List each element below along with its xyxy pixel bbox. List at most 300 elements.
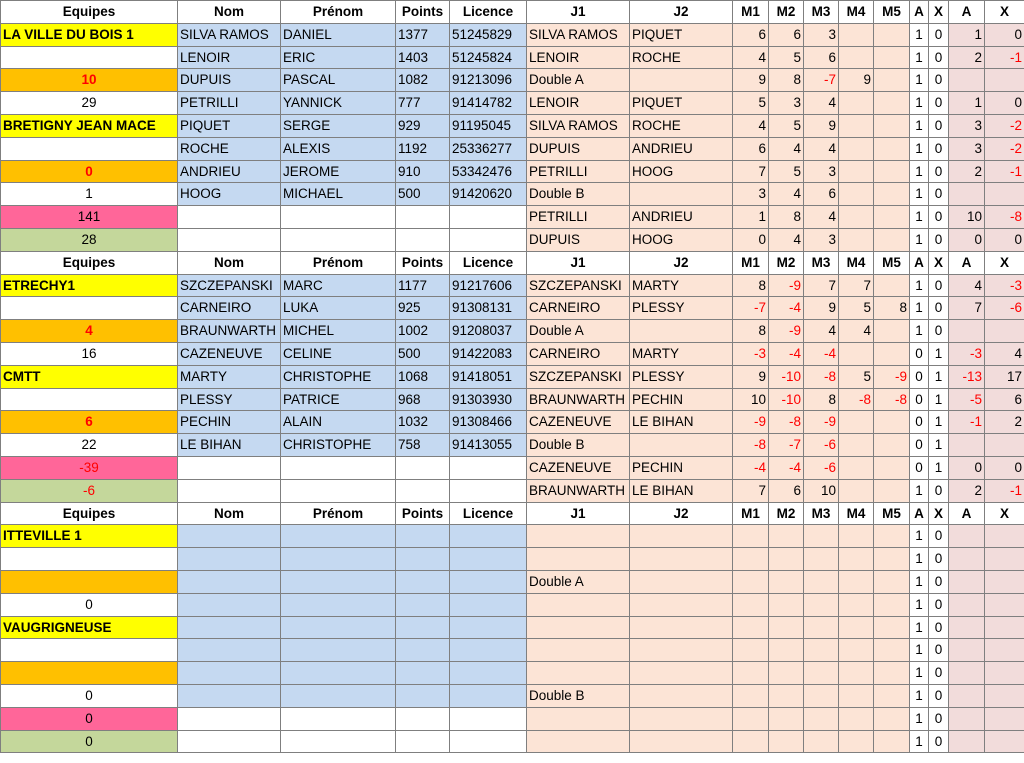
player-points[interactable]: 929 — [396, 114, 450, 137]
set-m1[interactable] — [733, 662, 769, 685]
player-license[interactable]: 91208037 — [450, 320, 527, 343]
set-m1[interactable]: -4 — [733, 456, 769, 479]
player-first-name[interactable] — [281, 684, 396, 707]
set-m3[interactable]: -6 — [804, 456, 839, 479]
score-a[interactable]: 1 — [910, 114, 929, 137]
match-j2[interactable]: PECHIN — [630, 456, 733, 479]
player-points[interactable] — [396, 662, 450, 685]
player-last-name[interactable]: DUPUIS — [178, 69, 281, 92]
player-last-name[interactable]: PECHIN — [178, 411, 281, 434]
total-a[interactable] — [949, 707, 985, 730]
column-header[interactable]: Equipes — [1, 1, 178, 24]
total-x[interactable]: -8 — [985, 206, 1024, 229]
set-m2[interactable]: -10 — [769, 388, 804, 411]
player-points[interactable]: 925 — [396, 297, 450, 320]
set-m4[interactable] — [839, 137, 874, 160]
set-m5[interactable] — [874, 684, 910, 707]
set-m4[interactable] — [839, 548, 874, 571]
set-m5[interactable] — [874, 616, 910, 639]
set-m1[interactable]: 9 — [733, 365, 769, 388]
player-license[interactable]: 25336277 — [450, 137, 527, 160]
column-header[interactable]: Points — [396, 502, 450, 525]
set-m3[interactable]: -4 — [804, 342, 839, 365]
empty-cell[interactable] — [450, 228, 527, 251]
total-x[interactable] — [985, 593, 1024, 616]
match-j1[interactable]: SZCZEPANSKI — [527, 365, 630, 388]
column-header[interactable]: J2 — [630, 502, 733, 525]
set-m3[interactable] — [804, 730, 839, 753]
total-x[interactable]: -1 — [985, 160, 1024, 183]
match-j2[interactable]: PIQUET — [630, 23, 733, 46]
total-a[interactable]: -13 — [949, 365, 985, 388]
total-a[interactable]: 2 — [949, 479, 985, 502]
score-a[interactable]: 0 — [910, 434, 929, 457]
column-header[interactable]: M2 — [769, 1, 804, 24]
set-m3[interactable]: 4 — [804, 320, 839, 343]
column-header[interactable]: A — [949, 251, 985, 274]
set-m5[interactable] — [874, 548, 910, 571]
total-a[interactable]: -3 — [949, 342, 985, 365]
player-license[interactable] — [450, 548, 527, 571]
player-license[interactable]: 91308131 — [450, 297, 527, 320]
total-a[interactable]: 0 — [949, 456, 985, 479]
column-header[interactable]: Points — [396, 251, 450, 274]
column-header[interactable]: M2 — [769, 251, 804, 274]
set-m5[interactable] — [874, 274, 910, 297]
match-j2[interactable]: MARTY — [630, 342, 733, 365]
match-j1[interactable] — [527, 730, 630, 753]
total-x[interactable]: 0 — [985, 456, 1024, 479]
set-m5[interactable] — [874, 411, 910, 434]
set-m5[interactable] — [874, 570, 910, 593]
set-m2[interactable]: -4 — [769, 342, 804, 365]
set-m4[interactable] — [839, 684, 874, 707]
set-m2[interactable] — [769, 593, 804, 616]
set-m4[interactable] — [839, 479, 874, 502]
total-a[interactable] — [949, 593, 985, 616]
total-x[interactable]: 0 — [985, 228, 1024, 251]
player-last-name[interactable] — [178, 570, 281, 593]
score-x[interactable]: 1 — [929, 365, 949, 388]
match-j2[interactable]: MARTY — [630, 274, 733, 297]
player-last-name[interactable]: LE BIHAN — [178, 434, 281, 457]
player-points[interactable]: 1177 — [396, 274, 450, 297]
set-m1[interactable]: 7 — [733, 160, 769, 183]
score-x[interactable]: 0 — [929, 69, 949, 92]
set-m5[interactable] — [874, 23, 910, 46]
team-cell[interactable]: -6 — [1, 479, 178, 502]
player-last-name[interactable]: PETRILLI — [178, 92, 281, 115]
set-m1[interactable]: 4 — [733, 114, 769, 137]
column-header[interactable]: Nom — [178, 1, 281, 24]
empty-cell[interactable] — [396, 730, 450, 753]
match-j1[interactable]: Double A — [527, 570, 630, 593]
match-j2[interactable]: HOOG — [630, 228, 733, 251]
team-cell[interactable]: 16 — [1, 342, 178, 365]
team-cell[interactable] — [1, 137, 178, 160]
score-a[interactable]: 1 — [910, 69, 929, 92]
team-cell[interactable]: 22 — [1, 434, 178, 457]
set-m2[interactable]: -4 — [769, 456, 804, 479]
player-first-name[interactable] — [281, 593, 396, 616]
set-m4[interactable] — [839, 456, 874, 479]
score-a[interactable]: 1 — [910, 92, 929, 115]
team-cell[interactable]: CMTT — [1, 365, 178, 388]
column-header[interactable]: Nom — [178, 502, 281, 525]
set-m4[interactable] — [839, 662, 874, 685]
player-license[interactable]: 91413055 — [450, 434, 527, 457]
set-m3[interactable]: 4 — [804, 206, 839, 229]
set-m2[interactable] — [769, 662, 804, 685]
score-a[interactable]: 1 — [910, 137, 929, 160]
score-x[interactable]: 0 — [929, 684, 949, 707]
set-m5[interactable] — [874, 525, 910, 548]
total-x[interactable]: -6 — [985, 297, 1024, 320]
match-j2[interactable] — [630, 570, 733, 593]
set-m2[interactable]: -4 — [769, 297, 804, 320]
player-license[interactable] — [450, 525, 527, 548]
score-x[interactable]: 1 — [929, 456, 949, 479]
set-m1[interactable]: 3 — [733, 183, 769, 206]
player-points[interactable]: 500 — [396, 342, 450, 365]
set-m5[interactable] — [874, 160, 910, 183]
column-header[interactable]: Prénom — [281, 1, 396, 24]
team-cell[interactable]: 29 — [1, 92, 178, 115]
player-last-name[interactable]: PIQUET — [178, 114, 281, 137]
score-x[interactable]: 1 — [929, 388, 949, 411]
empty-cell[interactable] — [396, 707, 450, 730]
set-m2[interactable]: -9 — [769, 320, 804, 343]
empty-cell[interactable] — [281, 479, 396, 502]
total-a[interactable] — [949, 320, 985, 343]
set-m4[interactable]: 9 — [839, 69, 874, 92]
set-m1[interactable]: 8 — [733, 274, 769, 297]
total-x[interactable] — [985, 730, 1024, 753]
player-last-name[interactable]: SILVA RAMOS — [178, 23, 281, 46]
total-a[interactable]: 7 — [949, 297, 985, 320]
match-j2[interactable]: ROCHE — [630, 46, 733, 69]
set-m1[interactable]: 10 — [733, 388, 769, 411]
set-m5[interactable] — [874, 707, 910, 730]
player-first-name[interactable]: MICHEL — [281, 320, 396, 343]
player-last-name[interactable]: HOOG — [178, 183, 281, 206]
player-first-name[interactable] — [281, 548, 396, 571]
total-x[interactable]: -3 — [985, 274, 1024, 297]
score-a[interactable]: 0 — [910, 456, 929, 479]
total-x[interactable] — [985, 183, 1024, 206]
player-first-name[interactable]: CHRISTOPHE — [281, 434, 396, 457]
empty-cell[interactable] — [396, 479, 450, 502]
empty-cell[interactable] — [281, 228, 396, 251]
total-x[interactable]: 17 — [985, 365, 1024, 388]
set-m5[interactable] — [874, 183, 910, 206]
player-license[interactable]: 91303930 — [450, 388, 527, 411]
column-header[interactable]: M5 — [874, 1, 910, 24]
team-cell[interactable] — [1, 662, 178, 685]
set-m5[interactable] — [874, 206, 910, 229]
column-header[interactable]: X — [985, 251, 1024, 274]
score-x[interactable]: 0 — [929, 23, 949, 46]
set-m4[interactable] — [839, 707, 874, 730]
set-m5[interactable] — [874, 137, 910, 160]
set-m1[interactable]: -3 — [733, 342, 769, 365]
set-m5[interactable] — [874, 114, 910, 137]
team-cell[interactable]: 0 — [1, 160, 178, 183]
player-points[interactable]: 968 — [396, 388, 450, 411]
set-m3[interactable] — [804, 525, 839, 548]
column-header[interactable]: J2 — [630, 251, 733, 274]
column-header[interactable]: M3 — [804, 251, 839, 274]
set-m5[interactable] — [874, 320, 910, 343]
empty-cell[interactable] — [281, 206, 396, 229]
column-header[interactable]: M3 — [804, 1, 839, 24]
player-last-name[interactable]: MARTY — [178, 365, 281, 388]
score-x[interactable]: 1 — [929, 411, 949, 434]
set-m3[interactable]: 9 — [804, 114, 839, 137]
player-license[interactable]: 91418051 — [450, 365, 527, 388]
player-license[interactable] — [450, 593, 527, 616]
set-m5[interactable]: -9 — [874, 365, 910, 388]
total-a[interactable] — [949, 639, 985, 662]
match-j1[interactable]: SILVA RAMOS — [527, 114, 630, 137]
set-m1[interactable] — [733, 639, 769, 662]
total-x[interactable]: -2 — [985, 137, 1024, 160]
set-m1[interactable] — [733, 525, 769, 548]
score-a[interactable]: 0 — [910, 411, 929, 434]
total-x[interactable] — [985, 320, 1024, 343]
set-m3[interactable] — [804, 662, 839, 685]
column-header[interactable]: A — [910, 251, 929, 274]
score-a[interactable]: 1 — [910, 297, 929, 320]
set-m2[interactable] — [769, 684, 804, 707]
empty-cell[interactable] — [396, 228, 450, 251]
match-j1[interactable]: Double B — [527, 434, 630, 457]
set-m2[interactable]: -9 — [769, 274, 804, 297]
score-a[interactable]: 0 — [910, 342, 929, 365]
column-header[interactable]: A — [949, 502, 985, 525]
empty-cell[interactable] — [450, 206, 527, 229]
column-header[interactable]: X — [929, 1, 949, 24]
column-header[interactable]: M4 — [839, 1, 874, 24]
set-m1[interactable]: 9 — [733, 69, 769, 92]
player-points[interactable] — [396, 570, 450, 593]
column-header[interactable]: A — [910, 1, 929, 24]
player-last-name[interactable]: CAZENEUVE — [178, 342, 281, 365]
set-m4[interactable] — [839, 228, 874, 251]
player-license[interactable]: 91213096 — [450, 69, 527, 92]
team-cell[interactable]: 0 — [1, 593, 178, 616]
match-j1[interactable] — [527, 707, 630, 730]
player-first-name[interactable]: CHRISTOPHE — [281, 365, 396, 388]
column-header[interactable]: X — [985, 1, 1024, 24]
set-m4[interactable] — [839, 92, 874, 115]
column-header[interactable]: Equipes — [1, 502, 178, 525]
score-a[interactable]: 1 — [910, 228, 929, 251]
empty-cell[interactable] — [178, 730, 281, 753]
score-a[interactable]: 1 — [910, 274, 929, 297]
match-j2[interactable] — [630, 69, 733, 92]
empty-cell[interactable] — [450, 707, 527, 730]
player-last-name[interactable]: CARNEIRO — [178, 297, 281, 320]
column-header[interactable]: A — [949, 1, 985, 24]
score-x[interactable]: 0 — [929, 616, 949, 639]
total-x[interactable] — [985, 616, 1024, 639]
column-header[interactable]: Nom — [178, 251, 281, 274]
match-j2[interactable]: PLESSY — [630, 365, 733, 388]
column-header[interactable]: M5 — [874, 502, 910, 525]
team-cell[interactable]: BRETIGNY JEAN MACE — [1, 114, 178, 137]
set-m3[interactable]: 7 — [804, 274, 839, 297]
team-cell[interactable] — [1, 639, 178, 662]
set-m3[interactable]: 3 — [804, 228, 839, 251]
score-a[interactable]: 1 — [910, 46, 929, 69]
player-last-name[interactable] — [178, 525, 281, 548]
set-m2[interactable]: 5 — [769, 46, 804, 69]
total-x[interactable] — [985, 570, 1024, 593]
set-m5[interactable]: 8 — [874, 297, 910, 320]
empty-cell[interactable] — [450, 479, 527, 502]
match-j1[interactable] — [527, 616, 630, 639]
set-m3[interactable]: 3 — [804, 160, 839, 183]
set-m2[interactable] — [769, 639, 804, 662]
set-m4[interactable] — [839, 114, 874, 137]
set-m5[interactable] — [874, 730, 910, 753]
set-m3[interactable] — [804, 548, 839, 571]
set-m2[interactable]: 3 — [769, 92, 804, 115]
set-m1[interactable]: 6 — [733, 23, 769, 46]
column-header[interactable]: M3 — [804, 502, 839, 525]
empty-cell[interactable] — [178, 228, 281, 251]
set-m4[interactable]: 4 — [839, 320, 874, 343]
total-x[interactable] — [985, 548, 1024, 571]
score-x[interactable]: 0 — [929, 297, 949, 320]
set-m1[interactable] — [733, 548, 769, 571]
match-j1[interactable]: DUPUIS — [527, 228, 630, 251]
match-j1[interactable]: CARNEIRO — [527, 342, 630, 365]
set-m5[interactable] — [874, 434, 910, 457]
match-j2[interactable]: ANDRIEU — [630, 137, 733, 160]
score-a[interactable]: 1 — [910, 320, 929, 343]
score-x[interactable]: 0 — [929, 570, 949, 593]
match-j2[interactable]: ANDRIEU — [630, 206, 733, 229]
player-last-name[interactable] — [178, 639, 281, 662]
player-last-name[interactable]: ANDRIEU — [178, 160, 281, 183]
player-points[interactable]: 1403 — [396, 46, 450, 69]
player-first-name[interactable]: ALEXIS — [281, 137, 396, 160]
set-m5[interactable] — [874, 639, 910, 662]
set-m3[interactable]: 10 — [804, 479, 839, 502]
score-x[interactable]: 0 — [929, 228, 949, 251]
player-first-name[interactable]: PASCAL — [281, 69, 396, 92]
total-a[interactable]: 2 — [949, 46, 985, 69]
match-j2[interactable] — [630, 730, 733, 753]
column-header[interactable]: X — [929, 251, 949, 274]
match-j2[interactable] — [630, 639, 733, 662]
column-header[interactable]: M4 — [839, 502, 874, 525]
match-j2[interactable] — [630, 548, 733, 571]
total-x[interactable] — [985, 525, 1024, 548]
score-a[interactable]: 1 — [910, 183, 929, 206]
match-j1[interactable]: Double A — [527, 320, 630, 343]
score-x[interactable]: 0 — [929, 479, 949, 502]
player-points[interactable]: 910 — [396, 160, 450, 183]
score-a[interactable]: 0 — [910, 365, 929, 388]
player-points[interactable] — [396, 593, 450, 616]
score-x[interactable]: 0 — [929, 639, 949, 662]
set-m4[interactable] — [839, 593, 874, 616]
score-a[interactable]: 1 — [910, 525, 929, 548]
player-last-name[interactable]: LENOIR — [178, 46, 281, 69]
team-cell[interactable] — [1, 46, 178, 69]
player-points[interactable]: 758 — [396, 434, 450, 457]
match-j2[interactable] — [630, 616, 733, 639]
set-m2[interactable]: -7 — [769, 434, 804, 457]
set-m2[interactable] — [769, 730, 804, 753]
match-j1[interactable]: CARNEIRO — [527, 297, 630, 320]
set-m5[interactable] — [874, 456, 910, 479]
player-points[interactable] — [396, 639, 450, 662]
set-m2[interactable] — [769, 570, 804, 593]
team-cell[interactable]: 141 — [1, 206, 178, 229]
set-m3[interactable]: 4 — [804, 92, 839, 115]
set-m3[interactable]: 3 — [804, 23, 839, 46]
set-m5[interactable] — [874, 593, 910, 616]
column-header[interactable]: M1 — [733, 1, 769, 24]
set-m2[interactable]: 5 — [769, 114, 804, 137]
column-header[interactable]: M4 — [839, 251, 874, 274]
column-header[interactable]: A — [910, 502, 929, 525]
score-x[interactable]: 0 — [929, 730, 949, 753]
set-m4[interactable]: 5 — [839, 365, 874, 388]
set-m4[interactable] — [839, 434, 874, 457]
match-j1[interactable] — [527, 662, 630, 685]
player-last-name[interactable]: SZCZEPANSKI — [178, 274, 281, 297]
match-j1[interactable]: DUPUIS — [527, 137, 630, 160]
column-header[interactable]: J2 — [630, 1, 733, 24]
team-cell[interactable]: 4 — [1, 320, 178, 343]
match-j2[interactable] — [630, 320, 733, 343]
set-m2[interactable]: 6 — [769, 479, 804, 502]
match-j2[interactable]: LE BIHAN — [630, 479, 733, 502]
match-j1[interactable] — [527, 548, 630, 571]
score-x[interactable]: 0 — [929, 206, 949, 229]
set-m4[interactable] — [839, 570, 874, 593]
match-j1[interactable]: CAZENEUVE — [527, 411, 630, 434]
player-points[interactable]: 1192 — [396, 137, 450, 160]
total-a[interactable]: 3 — [949, 114, 985, 137]
set-m2[interactable]: 4 — [769, 137, 804, 160]
match-j1[interactable] — [527, 639, 630, 662]
match-j2[interactable]: PIQUET — [630, 92, 733, 115]
score-x[interactable]: 0 — [929, 707, 949, 730]
total-x[interactable] — [985, 662, 1024, 685]
player-first-name[interactable]: JEROME — [281, 160, 396, 183]
total-x[interactable]: 0 — [985, 23, 1024, 46]
empty-cell[interactable] — [281, 707, 396, 730]
score-a[interactable]: 1 — [910, 616, 929, 639]
team-cell[interactable]: ETRECHY1 — [1, 274, 178, 297]
set-m1[interactable] — [733, 593, 769, 616]
score-x[interactable]: 0 — [929, 46, 949, 69]
match-j2[interactable] — [630, 183, 733, 206]
empty-cell[interactable] — [281, 730, 396, 753]
match-j2[interactable]: HOOG — [630, 160, 733, 183]
column-header[interactable]: Licence — [450, 251, 527, 274]
score-x[interactable]: 0 — [929, 320, 949, 343]
team-cell[interactable]: 1 — [1, 183, 178, 206]
total-a[interactable]: 1 — [949, 92, 985, 115]
total-x[interactable]: 2 — [985, 411, 1024, 434]
